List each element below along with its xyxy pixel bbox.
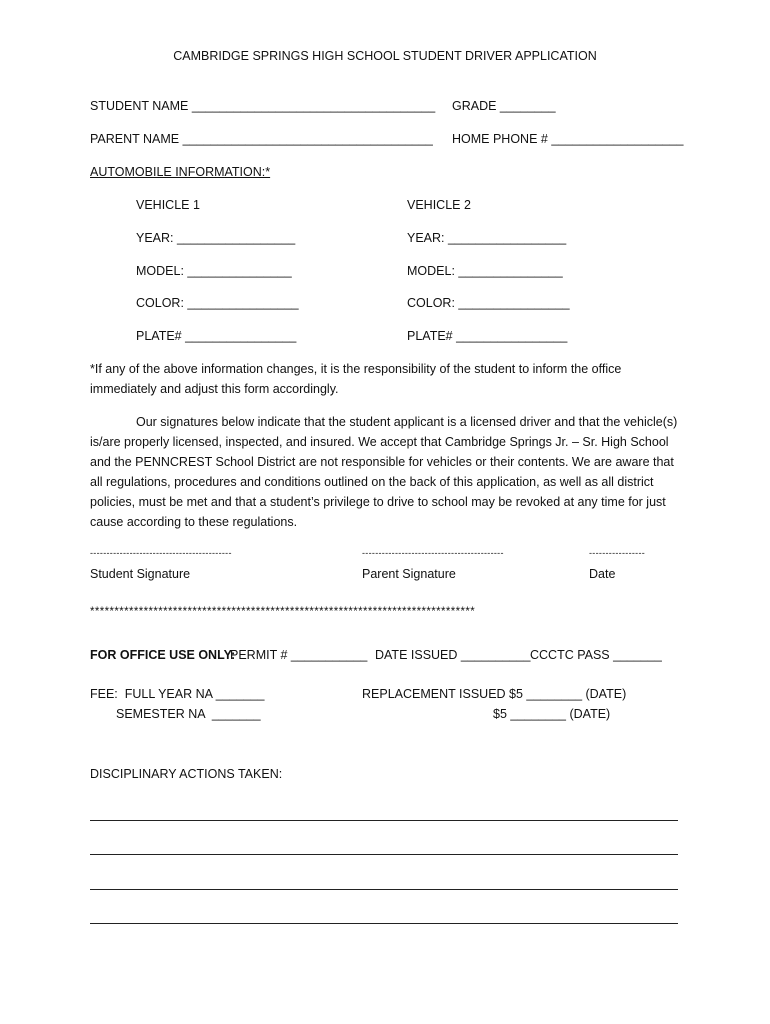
vehicle1-title: VEHICLE 1: [136, 198, 200, 212]
ccctc-pass-field[interactable]: CCCTC PASS _______: [530, 648, 662, 662]
parent-signature-label: Parent Signature: [362, 567, 456, 581]
permit-field[interactable]: PERMIT # ___________: [230, 648, 368, 662]
date-label: Date: [589, 567, 616, 581]
form-title: CAMBRIDGE SPRINGS HIGH SCHOOL STUDENT DRIVER APPLICATION: [173, 49, 597, 63]
semester-field[interactable]: SEMESTER NA _______: [116, 707, 261, 721]
vehicle1-year-field[interactable]: YEAR: _________________: [136, 231, 296, 245]
section-separator: *******************************************************************************: [90, 606, 476, 618]
disciplinary-line-3[interactable]: [90, 889, 678, 890]
automobile-info-heading: AUTOMOBILE INFORMATION:*: [90, 165, 271, 179]
vehicle1-model-field[interactable]: MODEL: _______________: [136, 264, 292, 278]
disciplinary-line-1[interactable]: [90, 820, 678, 821]
grade-field[interactable]: GRADE ________: [452, 99, 556, 113]
parent-signature-line[interactable]: -------------------------------------------: [362, 548, 504, 558]
student-name-field[interactable]: STUDENT NAME ___________________________________: [90, 99, 436, 113]
vehicle1-plate-field[interactable]: PLATE# ________________: [136, 329, 297, 343]
vehicle2-year-field[interactable]: YEAR: _________________: [407, 231, 567, 245]
disciplinary-line-4[interactable]: [90, 923, 678, 924]
vehicle2-model-field[interactable]: MODEL: _______________: [407, 264, 563, 278]
vehicle2-color-field[interactable]: COLOR: ________________: [407, 296, 570, 310]
home-phone-field[interactable]: HOME PHONE # ___________________: [452, 132, 684, 146]
vehicle1-color-field[interactable]: COLOR: ________________: [136, 296, 299, 310]
date-issued-field[interactable]: DATE ISSUED __________: [375, 648, 531, 662]
student-signature-line[interactable]: -------------------------------------------: [90, 548, 232, 558]
office-use-heading: FOR OFFICE USE ONLY:: [90, 648, 236, 662]
disciplinary-line-2[interactable]: [90, 854, 678, 855]
student-signature-label: Student Signature: [90, 567, 191, 581]
agreement-paragraph: Our signatures below indicate that the student applicant is a licensed driver and that the vehicle(s) is/are properly licensed, inspected, and insured. We accept that Cambridge Springs Jr. – Sr. High School and the PENNCREST School District are not responsible for vehicles or their contents. We are aware that all regulations, procedures and conditions outlined on the back of this application, as well as all district policies, must be met and that a student’s privilege to drive to school may be revoked at any time for just cause according to these regulations.: [90, 415, 678, 529]
change-notice: *If any of the above information changes, it is the responsibility of the student to inform the office immediately and adjust this form accordingly.: [90, 362, 622, 396]
vehicle2-plate-field[interactable]: PLATE# ________________: [407, 329, 568, 343]
fee-full-year-field[interactable]: FEE: FULL YEAR NA _______: [90, 687, 265, 701]
replacement-second-field[interactable]: $5 ________ (DATE): [493, 707, 611, 721]
vehicle2-title: VEHICLE 2: [407, 198, 471, 212]
date-signature-line[interactable]: -----------------: [589, 548, 646, 558]
disciplinary-heading: DISCIPLINARY ACTIONS TAKEN:: [90, 767, 283, 781]
replacement-issued-field[interactable]: REPLACEMENT ISSUED $5 ________ (DATE): [362, 687, 627, 701]
parent-name-field[interactable]: PARENT NAME ____________________________________: [90, 132, 433, 146]
